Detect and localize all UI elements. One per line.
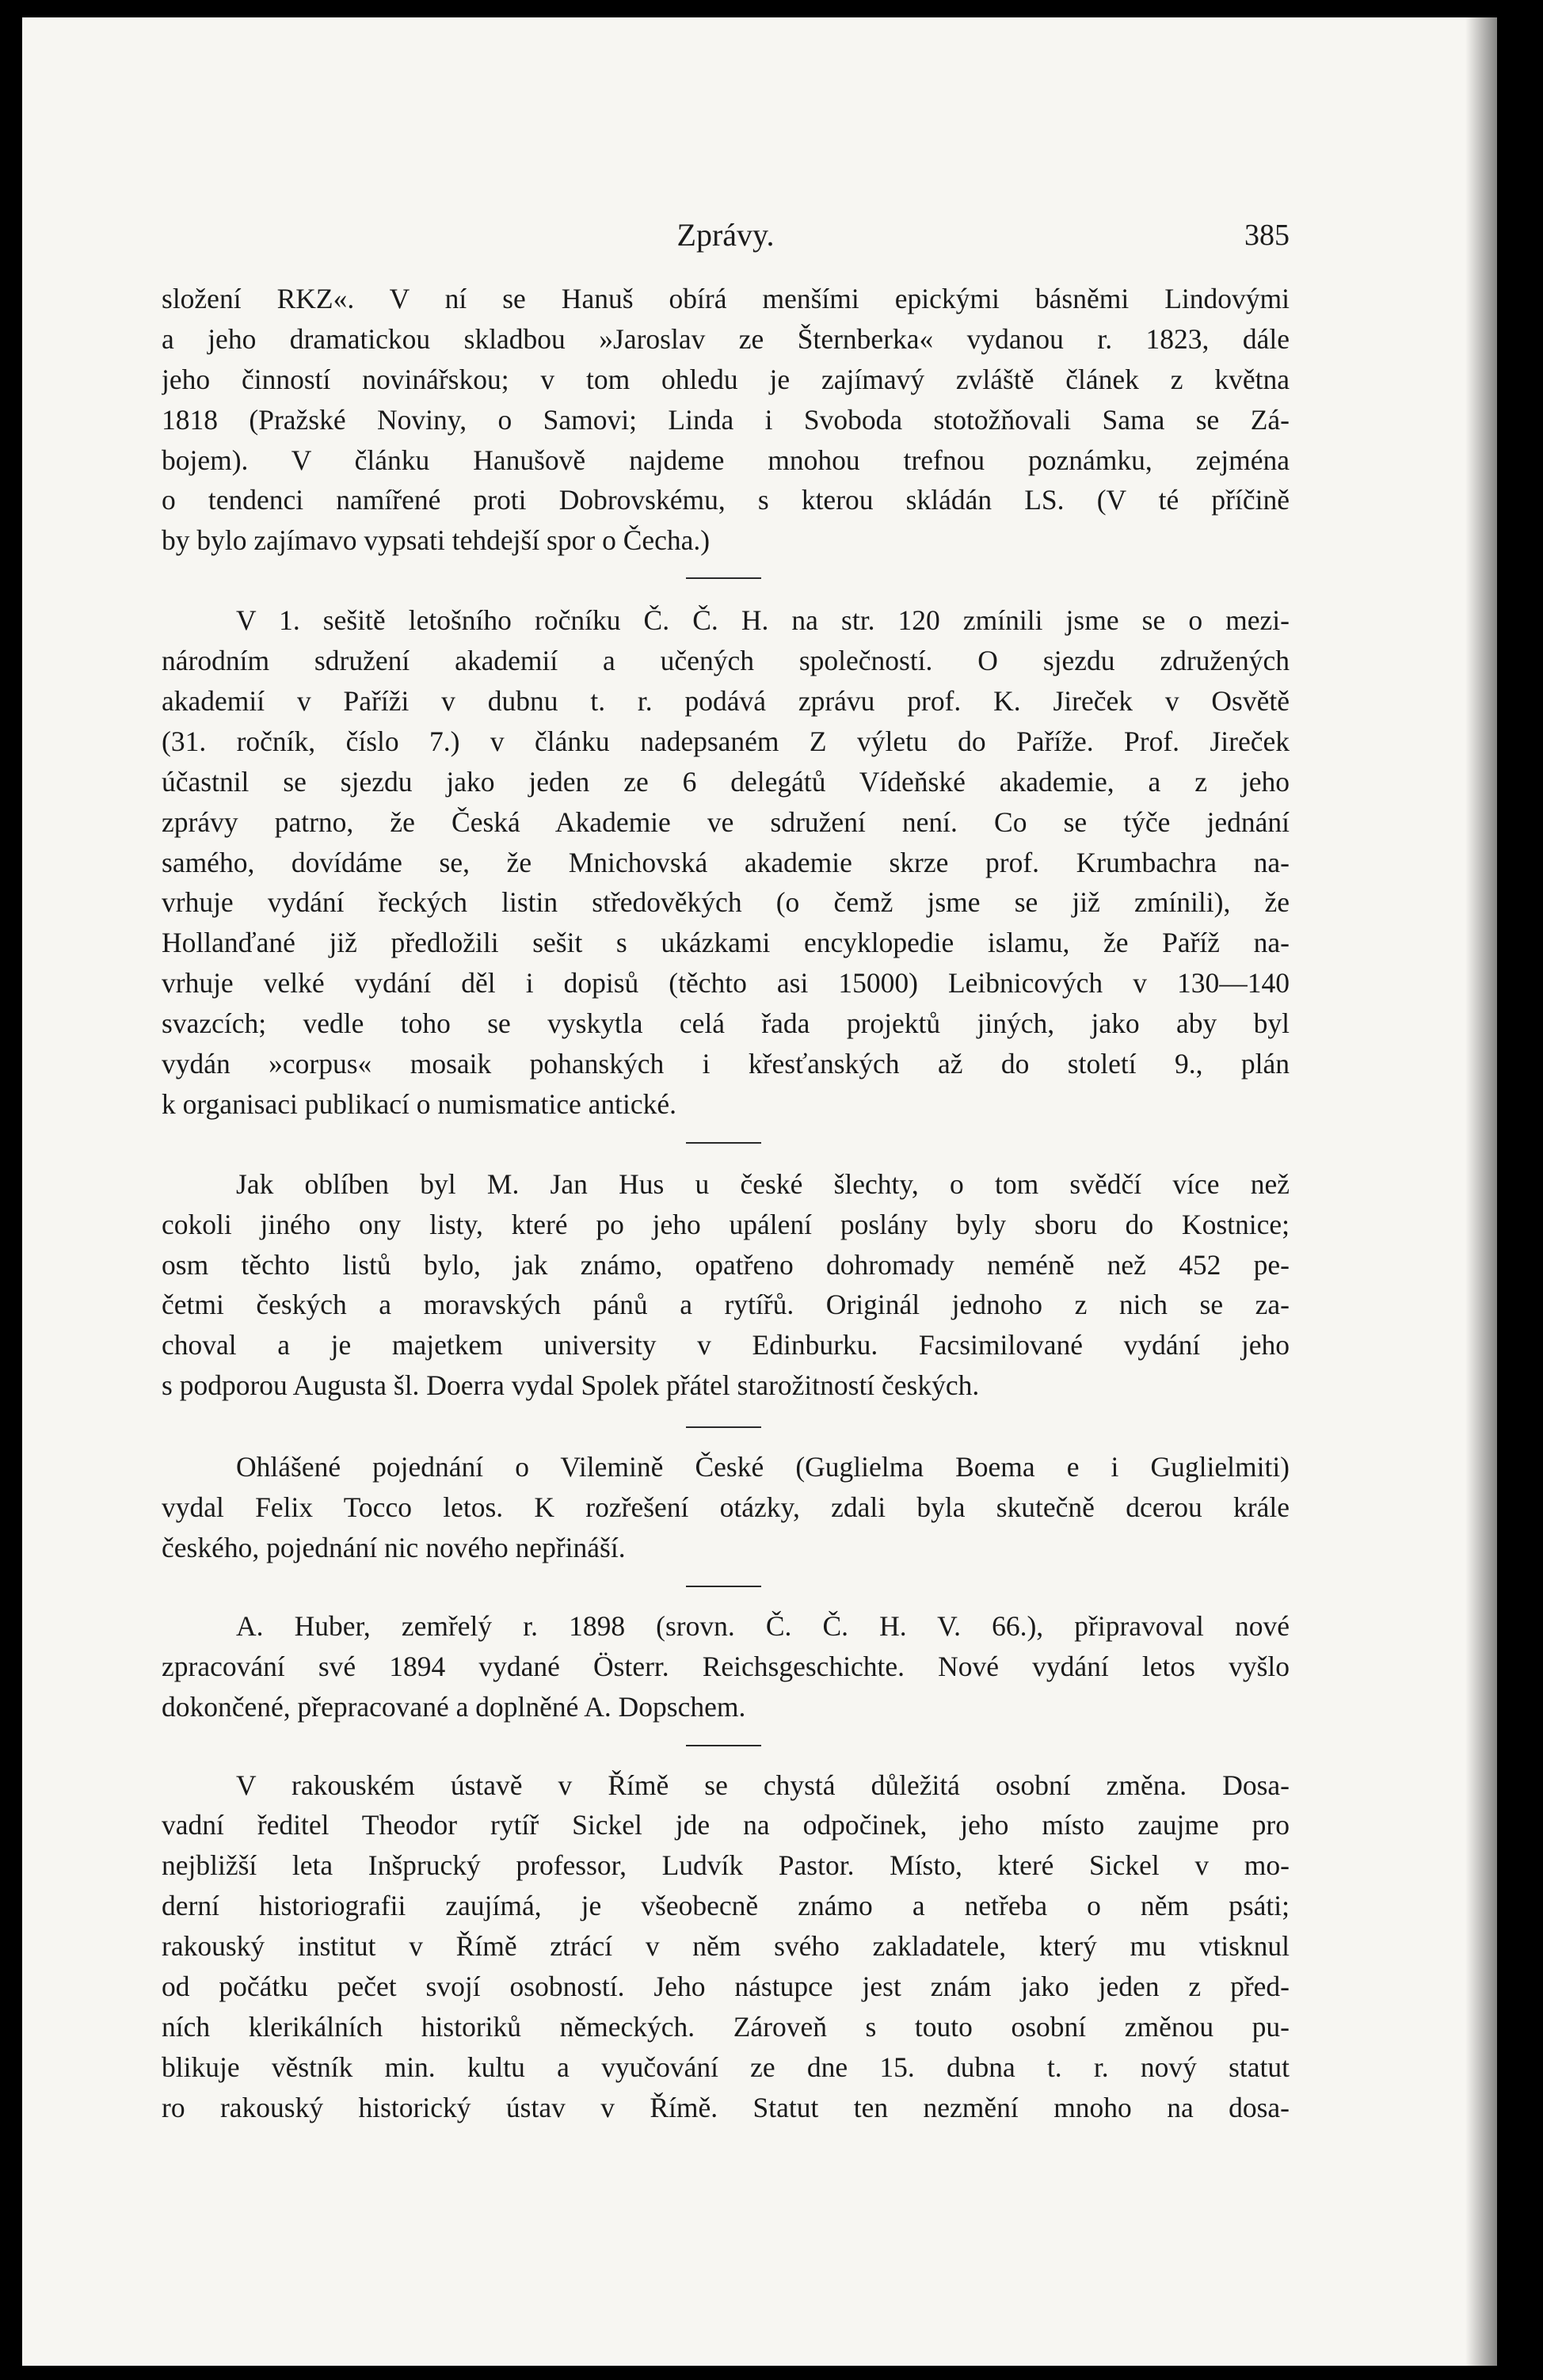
paragraph-hus [162,1164,1290,1406]
text-line: A. Huber, zemřelý r. 1898 (srovn. Č. Č. H. V. 66.), připravoval nové [236,1609,1290,1642]
section-divider [686,1426,761,1428]
text-line: cokoli jiného ony listy, které po jeho upálení poslány byly sboru do Kostnice; [162,1208,1290,1240]
text-line: rakouský institut v Římě ztrácí v něm svého zakladatele, který mu vtisknul [162,1930,1290,1963]
text-line: českého, pojednání nic nového nepřináší. [162,1531,626,1563]
page-number: 385 [1244,219,1290,252]
section-divider [686,1142,761,1144]
text-line: nejbližší leta Inšprucký professor, Ludvík Pastor. Místo, které Sickel v mo- [162,1849,1290,1882]
text-line: složení RKZ«. V ní se Hanuš obírá menšími epickými básněmi Lindovými [162,283,1290,314]
running-title: Zprávy. [676,217,775,253]
text-line: (31. ročník, číslo 7.) v článku nadepsaném Z výletu do Paříže. Prof. Jireček [162,725,1290,757]
text-line: Hollanďané již předložili sešit s ukázkami encyklopedie islamu, že Paříž na- [162,927,1290,959]
paragraph-huber [162,1606,1290,1727]
text-line: akademií v Paříži v dubnu t. r. podává zprávu prof. K. Jireček v Osvětě [162,685,1290,718]
text-line: zprávy patrno, že Česká Akademie ve sdružení není. Co se týče jednání [162,805,1290,838]
body-text [162,279,1290,2128]
text-line: V rakouském ústavě v Římě se chystá důležitá osobní změna. Dosa- [236,1769,1290,1801]
text-line: vydal Felix Tocco letos. K rozřešení otázky, zdali byla skutečně dcerou krále [162,1491,1290,1524]
text-line: národním sdružení akademií a učených společností. O sjezdu združených [162,645,1290,677]
text-line: od počátku pečet svojí osobností. Jeho nástupce jest znám jako jeden z před- [162,1970,1290,2002]
text-line: Ohlášené pojednání o Vilemině České (Guglielma Boema e i Guglielmiti) [236,1451,1290,1483]
text-line: účastnil se sjezdu jako jeden ze 6 delegátů Vídeňské akademie, a z jeho [162,765,1290,798]
text-line: ro rakouský historický ústav v Římě. Statut ten nezmění mnoho na dosa- [162,2091,1290,2123]
text-line: četmi českých a moravských pánů a rytířů. Originál jednoho z nich se za- [162,1289,1290,1321]
text-line: dokončené, přepracované a doplněné A. Dopschem. [162,1690,746,1723]
text-line: k organisaci publikací o numismatice antické. [162,1087,676,1120]
text-line: choval a je majetkem university v Edinburku. Facsimilované vydání jeho [162,1329,1290,1361]
text-line: blikuje věstník min. kultu a vyučování ze dne 15. dubna t. r. nový statut [162,2051,1290,2083]
text-line: vadní ředitel Theodor rytíř Sickel jde na odpočinek, jeho místo zaujme pro [162,1809,1290,1841]
section-divider [686,577,761,579]
text-line: vydán »corpus« mosaik pohanských i křesťanských až do století 9., plán [162,1048,1290,1080]
text-line: svazcích; vedle toho se vyskytla celá řada projektů jiných, jako aby byl [162,1007,1290,1040]
section-divider [686,1745,761,1746]
text-line: samého, dovídáme se, že Mnichovská akademie skrze prof. Krumbachra na- [162,846,1290,878]
text-line: a jeho dramatickou skladbou »Jaroslav ze Šternberka« vydanou r. 1823, dále [162,322,1290,355]
paragraph-rkz [162,279,1290,561]
section-divider [686,1586,761,1587]
text-line: osm těchto listů bylo, jak známo, opatřeno dohromady neméně než 452 pe- [162,1248,1290,1281]
text-line: s podporou Augusta šl. Doerra vydal Spolek přátel starožitností českých. [162,1369,980,1402]
text-line: jeho činností novinářskou; v tom ohledu je zajímavý zvláště článek z května [162,363,1290,395]
text-line: V 1. sešitě letošního ročníku Č. Č. H. na str. 120 zmínili jsme se o mezi- [236,604,1290,637]
page-header [162,215,1290,255]
text-line: 1818 (Pražské Noviny, o Samovi; Linda i Svoboda stotožňovali Sama se Zá- [162,403,1290,436]
paragraph-vilemina [162,1447,1290,1568]
text-line: zpracování své 1894 vydané Österr. Reichsgeschichte. Nové vydání letos vyšlo [162,1650,1290,1682]
text-line: ních klerikálních historiků německých. Zároveň s touto osobní změnou pu- [162,2010,1290,2043]
text-line: o tendenci namířené proti Dobrovskému, s kterou skládán LS. (V té příčině [162,484,1290,516]
paragraph-akademie [162,600,1290,1125]
text-line: bojem). V článku Hanušově najdeme mnohou trefnou poznámku, zejména [162,444,1290,476]
paragraph-sickel [162,1765,1290,2128]
text-line: vrhuje vydání řeckých listin středověkých (o čemž jsme se již zmínili), že [162,886,1290,919]
text-line: by bylo zajímavo vypsati tehdejší spor o Čecha.) [162,524,711,557]
text-line: vrhuje velké vydání děl i dopisů (těchto asi 15000) Leibnicových v 130—140 [162,967,1290,1000]
text-line: derní historiografii zaujímá, je všeobecně známo a netřeba o něm psáti; [162,1890,1290,1922]
text-line: Jak oblíben byl M. Jan Hus u české šlechty, o tom svědčí více než [236,1167,1290,1200]
